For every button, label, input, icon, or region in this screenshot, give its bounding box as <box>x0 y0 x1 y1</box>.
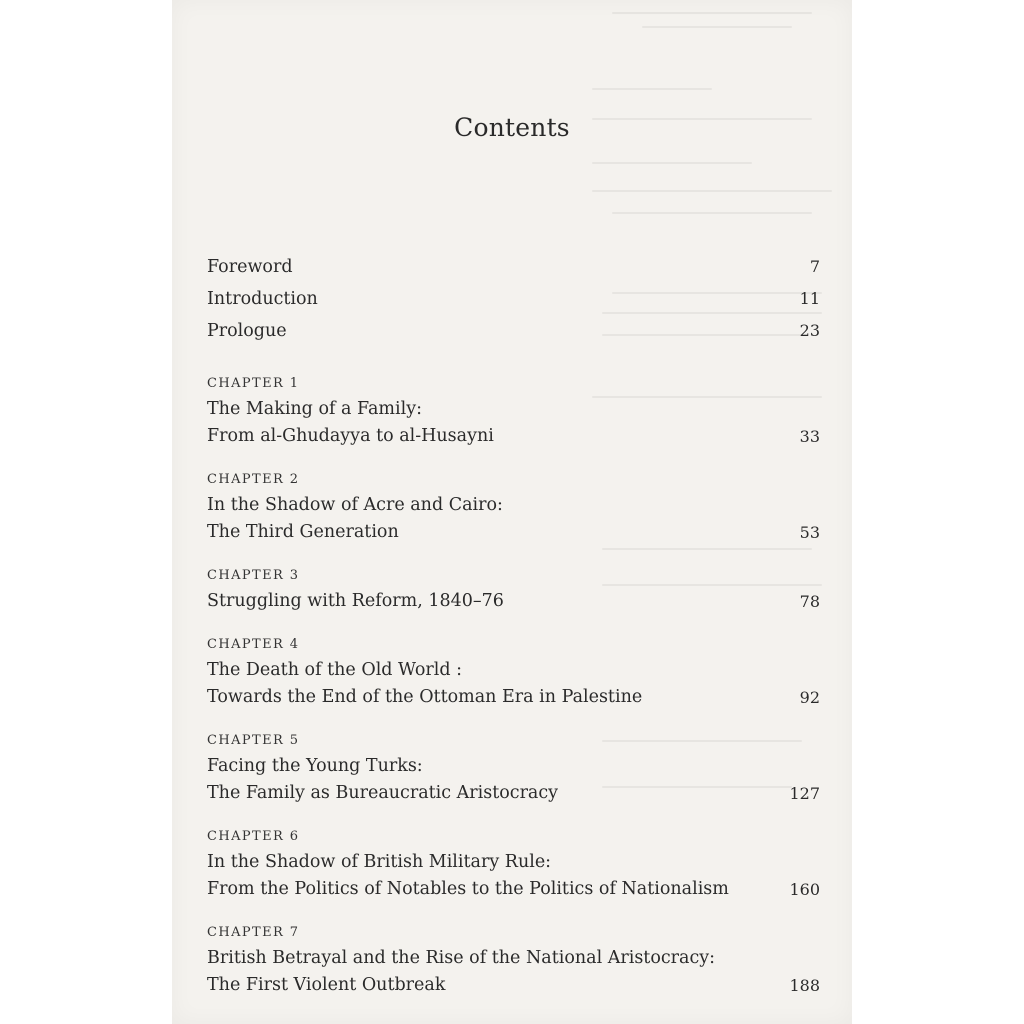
front-matter-list <box>207 251 820 347</box>
show-through-mark <box>592 162 752 164</box>
chapter-label: CHAPTER 1 <box>207 376 300 391</box>
contents-heading: Contents <box>454 113 570 142</box>
show-through-mark <box>612 212 812 214</box>
chapter-title-line: British Betrayal and the Rise of the National Aristocracy: <box>207 948 716 968</box>
toc-page-number: 11 <box>799 289 820 308</box>
toc-chapter-5 <box>207 729 820 807</box>
chapter-title-line: The Family as Bureaucratic Aristocracy 127 <box>207 780 820 807</box>
toc-entry-title: Introduction <box>207 289 318 309</box>
chapter-title-line: Struggling with Reform, 1840–76 78 <box>207 588 820 615</box>
toc-chapter-4 <box>207 633 820 711</box>
chapter-title-line: Facing the Young Turks: <box>207 756 423 776</box>
chapter-title-line: The Making of a Family: <box>207 399 422 419</box>
chapter-title-line: Towards the End of the Ottoman Era in Palestine 92 <box>207 684 820 711</box>
toc-chapter-6 <box>207 825 820 903</box>
toc-chapter-3 <box>207 564 820 615</box>
chapter-title-line: From al-Ghudayya to al-Husayni 33 <box>207 423 820 450</box>
toc-page-number: 23 <box>799 321 820 340</box>
toc-page-number: 188 <box>789 976 820 995</box>
toc-page-number: 127 <box>789 784 820 803</box>
show-through-mark <box>612 12 812 14</box>
toc-page-number: 160 <box>789 880 820 899</box>
toc-chapter-1 <box>207 372 820 450</box>
chapter-title-line: From the Politics of Notables to the Politics of Nationalism 160 <box>207 876 820 903</box>
show-through-mark <box>602 548 812 550</box>
toc-entry-title: Prologue <box>207 321 287 341</box>
show-through-mark <box>642 26 792 28</box>
chapter-title-line: In the Shadow of Acre and Cairo: <box>207 495 503 515</box>
chapter-label: CHAPTER 4 <box>207 637 300 652</box>
toc-entry-introduction <box>207 283 820 315</box>
toc-entry-prologue <box>207 315 820 347</box>
book-page <box>172 0 852 1024</box>
chapter-label: CHAPTER 6 <box>207 829 300 844</box>
toc-page-number: 78 <box>799 592 820 611</box>
toc-entry-title: Foreword <box>207 257 293 277</box>
show-through-mark <box>592 190 832 192</box>
chapter-label: CHAPTER 5 <box>207 733 300 748</box>
toc-page-number: 53 <box>799 523 820 542</box>
toc-entry-foreword <box>207 251 820 283</box>
chapter-title-line: The Death of the Old World : <box>207 660 463 680</box>
toc-page-number: 7 <box>809 257 820 276</box>
show-through-mark <box>592 88 712 90</box>
chapter-title-line: The First Violent Outbreak 188 <box>207 972 820 999</box>
toc-chapter-7 <box>207 921 820 999</box>
chapter-title-line: The Third Generation 53 <box>207 519 820 546</box>
chapter-title-line: In the Shadow of British Military Rule: <box>207 852 552 872</box>
toc-chapter-2 <box>207 468 820 546</box>
toc-page-number: 33 <box>799 427 820 446</box>
chapter-label: CHAPTER 7 <box>207 925 300 940</box>
toc-page-number: 92 <box>799 688 820 707</box>
chapter-label: CHAPTER 2 <box>207 472 300 487</box>
chapter-label: CHAPTER 3 <box>207 568 300 583</box>
